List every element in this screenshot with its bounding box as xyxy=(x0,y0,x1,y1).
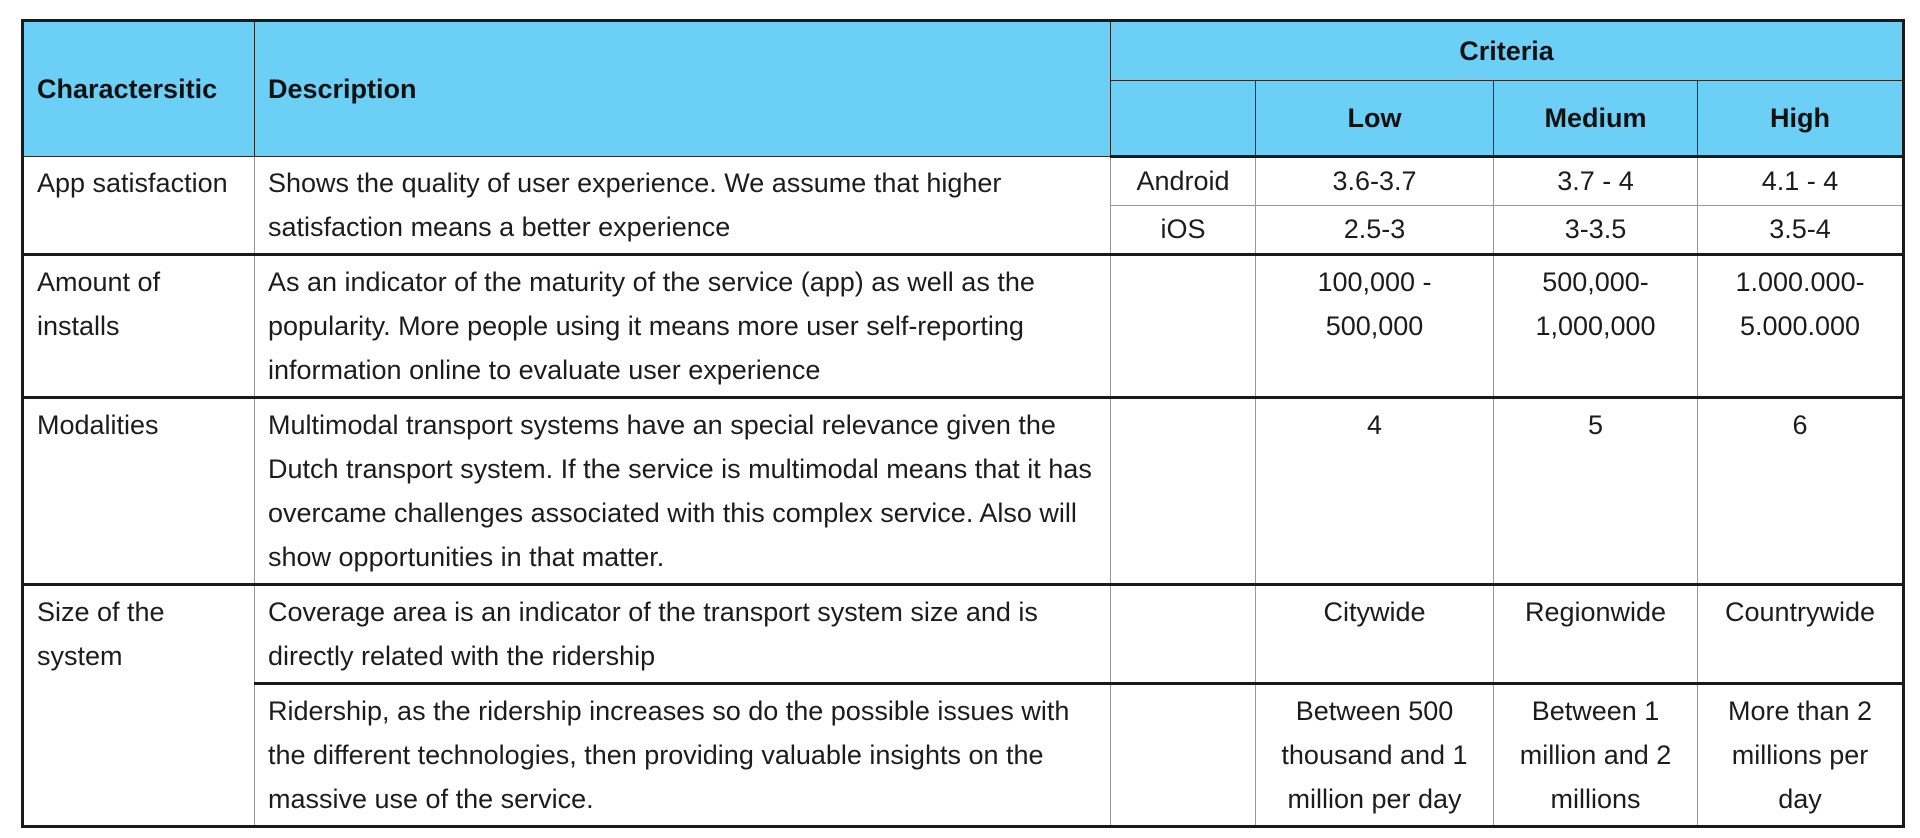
ios-high: 3.5-4 xyxy=(1698,206,1904,255)
coverage-platform-empty xyxy=(1111,585,1256,684)
installs-high: 1.000.000-5.000.000 xyxy=(1698,255,1904,398)
table-row-size-coverage xyxy=(23,585,1904,684)
ridership-medium: Between 1 million and 2 millions xyxy=(1494,684,1698,827)
table-row-app-satisfaction-android xyxy=(23,157,1904,206)
row-description-installs: As an indicator of the maturity of the service (app) as well as the popularity. More people using it means more user self-reporting information online to evaluate user experience xyxy=(255,255,1111,398)
ridership-low: Between 500 thousand and 1 million per day xyxy=(1256,684,1494,827)
table-row-modalities xyxy=(23,398,1904,585)
coverage-low: Citywide xyxy=(1256,585,1494,684)
android-low: 3.6-3.7 xyxy=(1256,157,1494,206)
header-criteria: Criteria xyxy=(1111,21,1904,81)
criteria-table-container xyxy=(21,19,1902,828)
table-row-installs xyxy=(23,255,1904,398)
modalities-low: 4 xyxy=(1256,398,1494,585)
header-platform-empty xyxy=(1111,81,1256,157)
header-high: High xyxy=(1698,81,1904,157)
ios-medium: 3-3.5 xyxy=(1494,206,1698,255)
ios-low: 2.5-3 xyxy=(1256,206,1494,255)
header-medium: Medium xyxy=(1494,81,1698,157)
row-label-app-satisfaction: App satisfaction xyxy=(23,157,255,255)
modalities-platform-empty xyxy=(1111,398,1256,585)
row-label-size: Size of the system xyxy=(23,585,255,827)
criteria-table xyxy=(21,19,1905,828)
row-description-ridership: Ridership, as the ridership increases so do the possible issues with the different technologies, then providing valuable insights on the massive use of the service. xyxy=(255,684,1111,827)
ridership-platform-empty xyxy=(1111,684,1256,827)
installs-medium: 500,000-1,000,000 xyxy=(1494,255,1698,398)
coverage-high: Countrywide xyxy=(1698,585,1904,684)
header-row-top xyxy=(23,21,1904,81)
modalities-medium: 5 xyxy=(1494,398,1698,585)
installs-platform-empty xyxy=(1111,255,1256,398)
header-description: Description xyxy=(255,21,1111,157)
row-label-installs: Amount of installs xyxy=(23,255,255,398)
android-medium: 3.7 - 4 xyxy=(1494,157,1698,206)
row-description-app-satisfaction: Shows the quality of user experience. We assume that higher satisfaction means a better experience xyxy=(255,157,1111,255)
modalities-high: 6 xyxy=(1698,398,1904,585)
row-description-coverage: Coverage area is an indicator of the transport system size and is directly related with the ridership xyxy=(255,585,1111,684)
platform-ios: iOS xyxy=(1111,206,1256,255)
row-description-modalities: Multimodal transport systems have an special relevance given the Dutch transport system. If the service is multimodal means that it has overcame challenges associated with this complex service. Also will show opportunities in that matter. xyxy=(255,398,1111,585)
header-low: Low xyxy=(1256,81,1494,157)
platform-android: Android xyxy=(1111,157,1256,206)
installs-low: 100,000 - 500,000 xyxy=(1256,255,1494,398)
header-characteristic: Charactersitic xyxy=(23,21,255,157)
row-label-modalities: Modalities xyxy=(23,398,255,585)
android-high: 4.1 - 4 xyxy=(1698,157,1904,206)
coverage-medium: Regionwide xyxy=(1494,585,1698,684)
table-row-size-ridership xyxy=(23,684,1904,827)
ridership-high: More than 2 millions per day xyxy=(1698,684,1904,827)
